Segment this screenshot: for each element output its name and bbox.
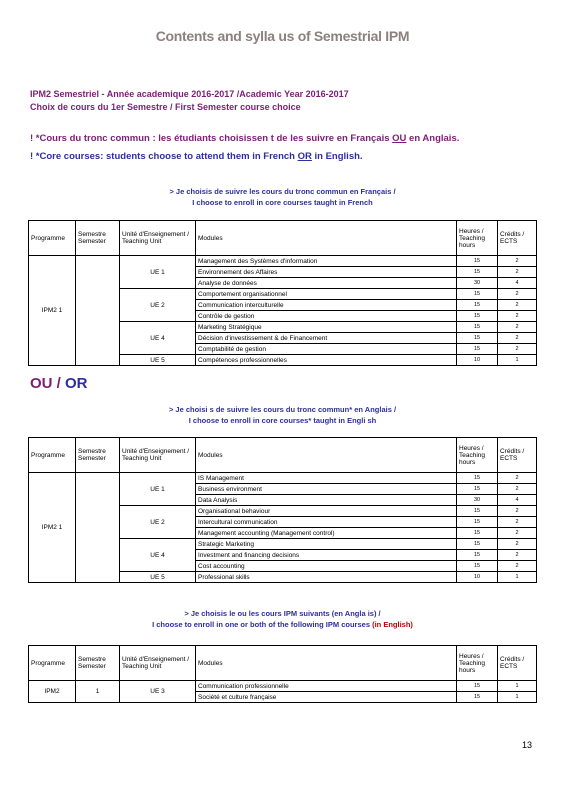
note-fr-prefix: ! *Cours du tronc commun : les étudiants choisissen t de les suivre en Français (30, 133, 393, 144)
header-heures: Heures / Teaching hours (457, 221, 498, 256)
ects-cell: 1 (498, 692, 537, 703)
semestre-cell (76, 473, 120, 583)
or-divider-or: OR (65, 375, 88, 392)
ects-cell: 2 (498, 256, 537, 267)
module-cell: Organisational behaviour (196, 506, 457, 517)
module-cell: Marketing Stratégique (196, 322, 457, 333)
module-cell: Intercultural communication (196, 517, 457, 528)
course-table-ipm (28, 645, 537, 703)
header-programme: Programme (29, 646, 76, 681)
ects-cell: 2 (498, 506, 537, 517)
module-cell: Business environment (196, 484, 457, 495)
hours-cell: 10 (457, 355, 498, 366)
ue-cell: UE 1 (120, 256, 196, 289)
note-french (30, 133, 459, 144)
header-unite: Unité d'Enseignement / Teaching Unit (120, 646, 196, 681)
module-cell: Contrôle de gestion (196, 311, 457, 322)
ects-cell: 1 (498, 681, 537, 692)
choice-ipm (0, 608, 565, 630)
module-cell: Professional skills (196, 572, 457, 583)
header-credits: Crédits / ECTS (498, 646, 537, 681)
hours-cell: 15 (457, 333, 498, 344)
ue-cell: UE 5 (120, 572, 196, 583)
or-divider-slash: / (52, 375, 66, 392)
choice-french-line1: > Je choisis de suivre les cours du tronc commun en Français / (169, 187, 396, 196)
module-cell: Management accounting (Management control) (196, 528, 457, 539)
note-fr-suffix: en Anglais. (406, 133, 460, 144)
ects-cell: 2 (498, 311, 537, 322)
header-programme: Programme (29, 438, 76, 473)
note-fr-ou: OU (392, 133, 407, 144)
module-cell: Communication interculturelle (196, 300, 457, 311)
hours-cell: 15 (457, 681, 498, 692)
hours-cell: 30 (457, 495, 498, 506)
semestre-cell (76, 256, 120, 366)
ects-cell: 4 (498, 278, 537, 289)
header-heures: Heures / Teaching hours (457, 438, 498, 473)
module-cell: Analyse de données (196, 278, 457, 289)
page-number: 13 (522, 740, 533, 750)
choice-french-line2: I choose to enroll in core courses taught in French (192, 198, 373, 207)
ects-cell: 1 (498, 355, 537, 366)
hours-cell: 15 (457, 528, 498, 539)
choice-english-line1: > Je choisi s de suivre les cours du tronc commun* en Anglais / (168, 405, 397, 414)
ects-cell: 4 (498, 495, 537, 506)
programme-cell: IPM2 1 (29, 473, 76, 583)
semestre-cell: 1 (76, 681, 120, 703)
header-modules: Modules (196, 221, 457, 256)
header-semestre: Semestre Semester (76, 438, 120, 473)
table-row (29, 681, 537, 692)
module-cell: Communication professionnelle (196, 681, 457, 692)
intro-block (30, 88, 349, 114)
header-unite: Unité d'Enseignement / Teaching Unit (120, 221, 196, 256)
choice-ipm-line2 (0, 619, 565, 630)
or-divider (30, 375, 88, 392)
ects-cell: 2 (498, 300, 537, 311)
hours-cell: 10 (457, 572, 498, 583)
ue-cell: UE 5 (120, 355, 196, 366)
course-table-english (28, 437, 537, 583)
hours-cell: 15 (457, 322, 498, 333)
hours-cell: 15 (457, 473, 498, 484)
table-row (29, 473, 537, 484)
module-cell: Management des Systèmes d'information (196, 256, 457, 267)
choice-ipm-line1: > Je choisis le ou les cours IPM suivants (en Angla is) / (184, 609, 381, 618)
hours-cell: 15 (457, 539, 498, 550)
ects-cell: 2 (498, 550, 537, 561)
module-cell: Société et culture française (196, 692, 457, 703)
ects-cell: 2 (498, 561, 537, 572)
ue-cell: UE 4 (120, 539, 196, 572)
ects-cell: 2 (498, 333, 537, 344)
module-cell: Strategic Marketing (196, 539, 457, 550)
note-en-or: OR (297, 151, 312, 162)
page-title: Contents and sylla us of Semestrial IPM (155, 28, 410, 44)
table-header-row (29, 646, 537, 681)
hours-cell: 15 (457, 517, 498, 528)
ects-cell: 2 (498, 344, 537, 355)
hours-cell: 15 (457, 267, 498, 278)
header-semestre: Semestre Semester (76, 221, 120, 256)
ue-cell: UE 4 (120, 322, 196, 355)
intro-choice-line: Choix de cours du 1er Semestre / First Semester course choice (30, 102, 301, 112)
choice-ipm-line2-english: (in English) (372, 620, 413, 629)
header-modules: Modules (196, 438, 457, 473)
ects-cell: 2 (498, 484, 537, 495)
choice-french (0, 186, 565, 208)
hours-cell: 15 (457, 561, 498, 572)
hours-cell: 15 (457, 256, 498, 267)
note-en-prefix: ! *Core courses: students choose to attend them in French (30, 151, 298, 162)
note-english (30, 151, 363, 162)
module-cell: Investment and financing decisions (196, 550, 457, 561)
module-cell: Compétences professionnelles (196, 355, 457, 366)
hours-cell: 15 (457, 300, 498, 311)
intro-year-line: IPM2 Semestriel - Année academique 2016-2017 /Academic Year 2016-2017 (30, 89, 349, 99)
table-header-row (29, 438, 537, 473)
hours-cell: 30 (457, 278, 498, 289)
module-cell: Cost accounting (196, 561, 457, 572)
hours-cell: 15 (457, 692, 498, 703)
hours-cell: 15 (457, 344, 498, 355)
choice-english (0, 404, 565, 426)
ects-cell: 2 (498, 528, 537, 539)
header-modules: Modules (196, 646, 457, 681)
programme-cell: IPM2 (29, 681, 76, 703)
header-heures: Heures / Teaching hours (457, 646, 498, 681)
ue-cell: UE 1 (120, 473, 196, 506)
choice-ipm-line2-main: I choose to enroll in one or both of the following IPM courses (152, 620, 373, 629)
ects-cell: 2 (498, 517, 537, 528)
header-credits: Crédits / ECTS (498, 221, 537, 256)
ue-cell: UE 3 (120, 681, 196, 703)
hours-cell: 15 (457, 311, 498, 322)
hours-cell: 15 (457, 550, 498, 561)
or-divider-ou: OU (30, 375, 53, 392)
module-cell: Comptabilité de gestion (196, 344, 457, 355)
ects-cell: 2 (498, 289, 537, 300)
header-unite: Unité d'Enseignement / Teaching Unit (120, 438, 196, 473)
table-header-row (29, 221, 537, 256)
ue-cell: UE 2 (120, 506, 196, 539)
table-row (29, 256, 537, 267)
ects-cell: 1 (498, 572, 537, 583)
header-credits: Crédits / ECTS (498, 438, 537, 473)
hours-cell: 15 (457, 506, 498, 517)
ects-cell: 2 (498, 322, 537, 333)
ects-cell: 2 (498, 539, 537, 550)
hours-cell: 15 (457, 484, 498, 495)
course-table-french (28, 220, 537, 366)
hours-cell: 15 (457, 289, 498, 300)
module-cell: Data Analysis (196, 495, 457, 506)
module-cell: Comportement organisationnel (196, 289, 457, 300)
header-programme: Programme (29, 221, 76, 256)
note-en-suffix: in English. (311, 151, 363, 162)
module-cell: Décision d'investissement & de Financement (196, 333, 457, 344)
header-semestre: Semestre Semester (76, 646, 120, 681)
ects-cell: 2 (498, 267, 537, 278)
choice-english-line2: I choose to enroll in core courses* taught in Engli sh (188, 416, 377, 425)
module-cell: IS Management (196, 473, 457, 484)
ects-cell: 2 (498, 473, 537, 484)
ue-cell: UE 2 (120, 289, 196, 322)
module-cell: Environnement des Affaires (196, 267, 457, 278)
programme-cell: IPM2 1 (29, 256, 76, 366)
